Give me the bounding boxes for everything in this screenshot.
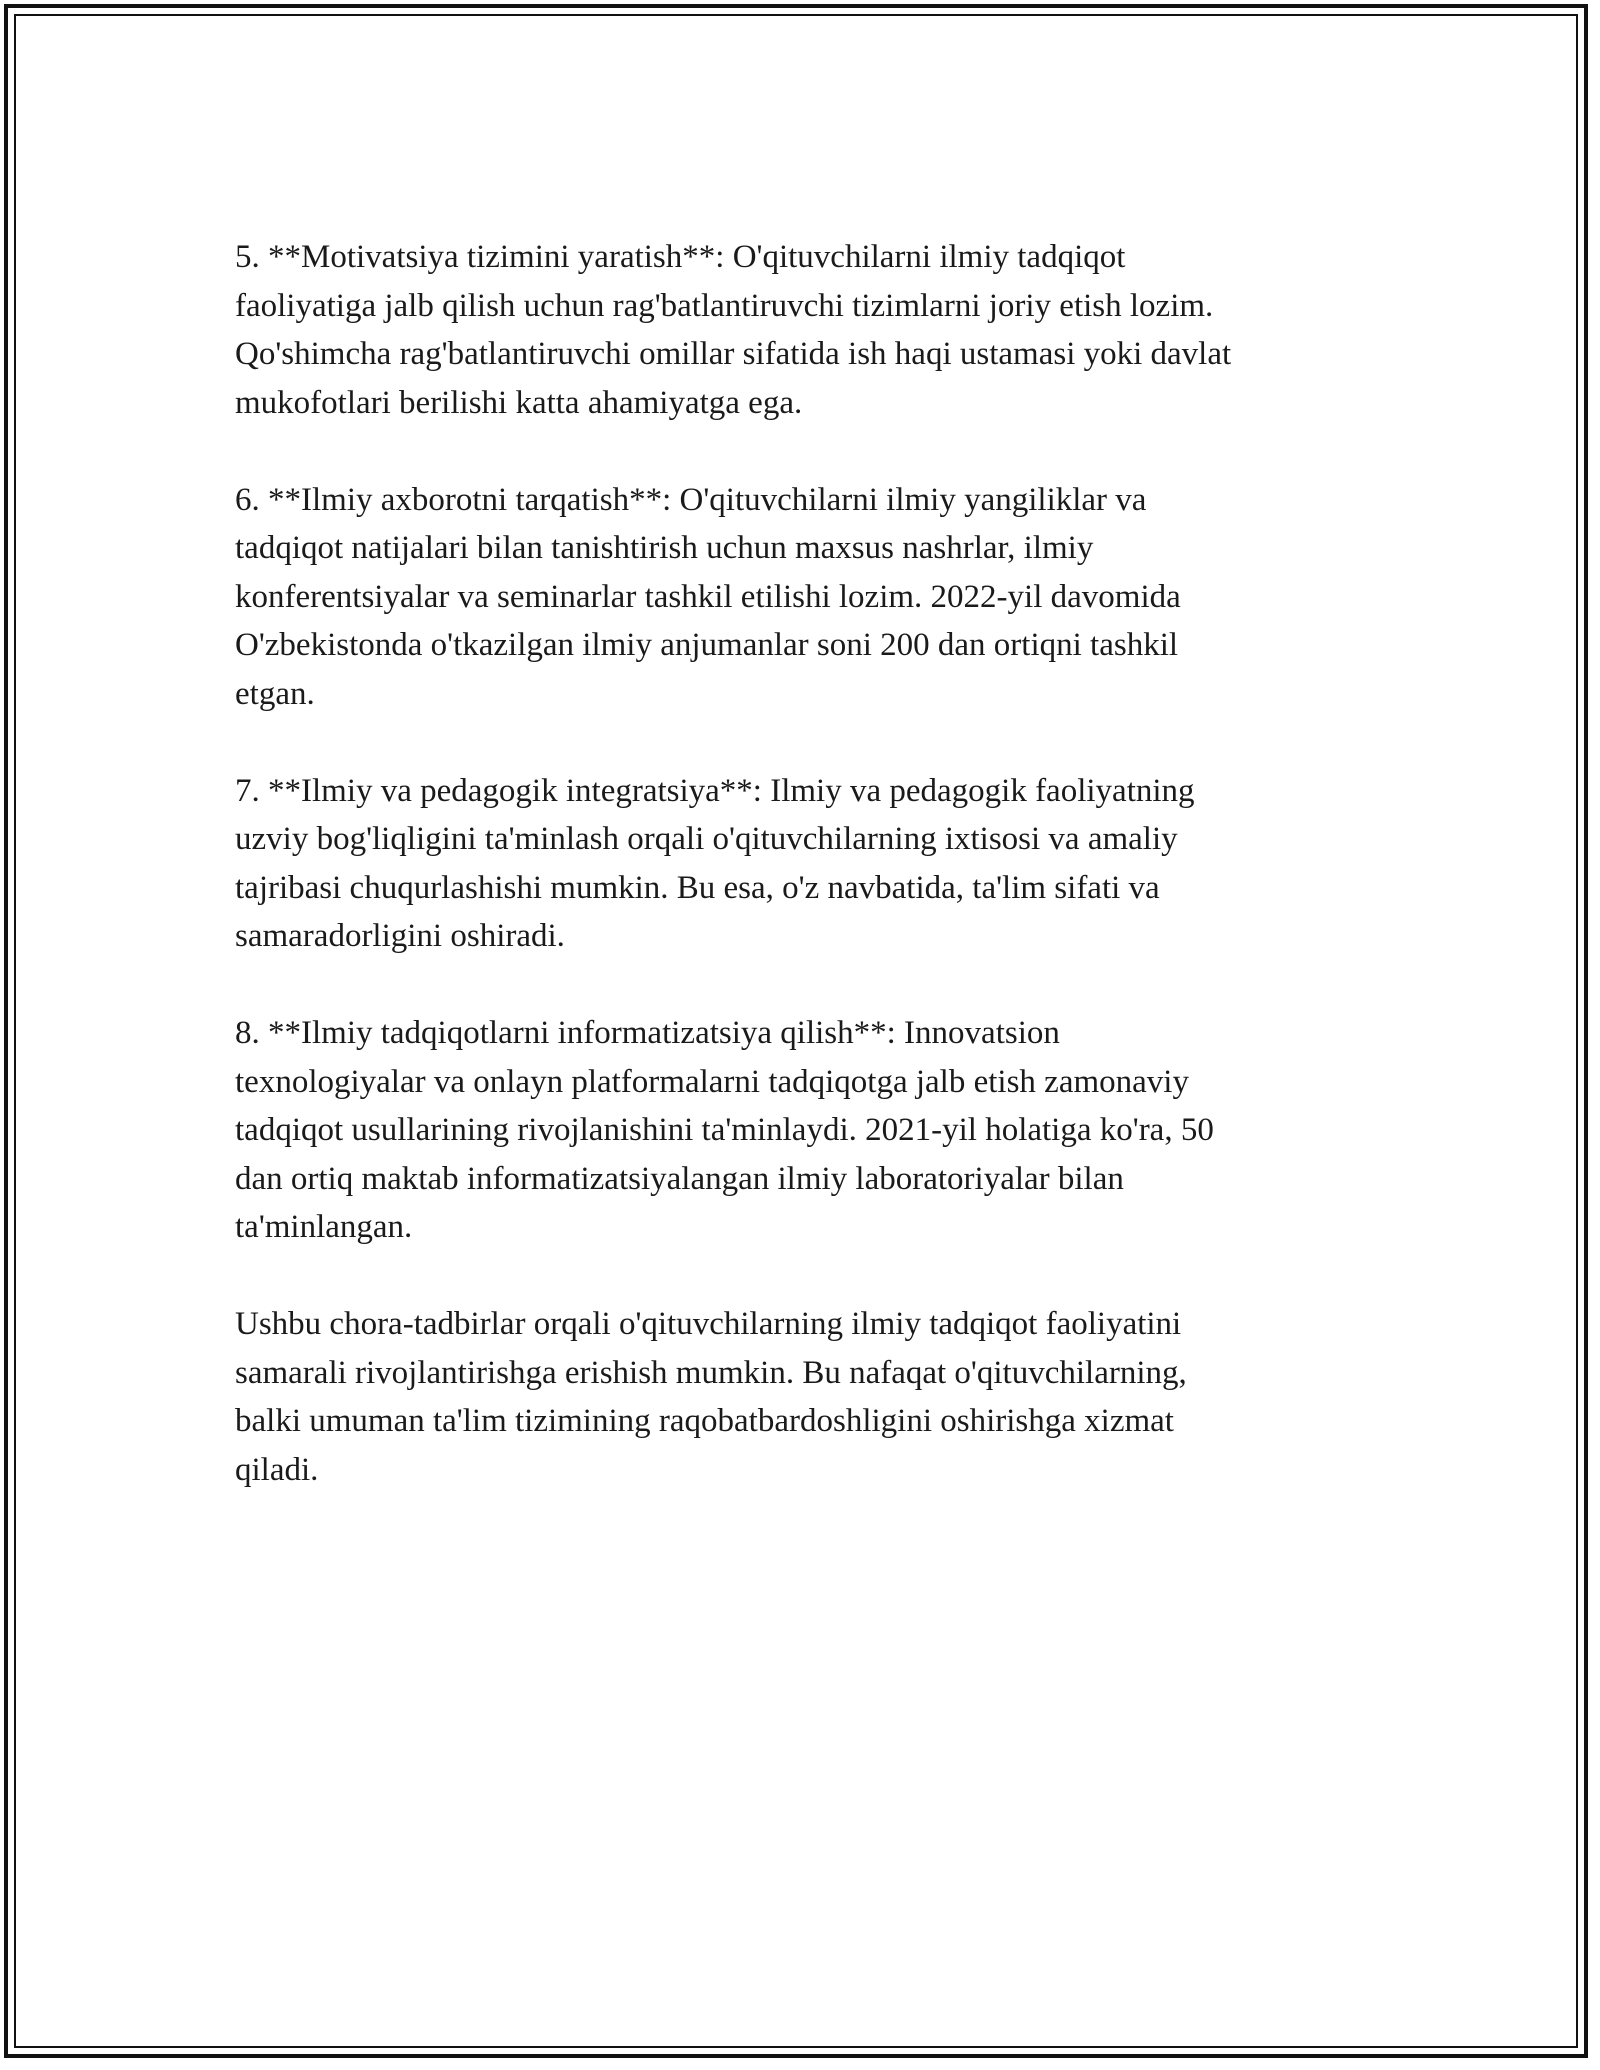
paragraph-motivation-system: 5. **Motivatsiya tizimini yaratish**: O'qituvchilarni ilmiy tadqiqot faoliyatiga jalb qilish uchun rag'batlantiruvchi tizimlarni joriy etish lozim. Qo'shimcha rag'batlantiruvchi omillar sifatida ish haqi ustamasi yoki davlat mukofotlari berilishi katta ahamiyatga ega. — [235, 239, 1232, 421]
paragraph-research-informatization: 8. **Ilmiy tadqiqotlarni informatizatsiya qilish**: Innovatsion texnologiyalar va onlayn platformalarni tadqiqotga jalb etish zamonaviy tadqiqot usullarining rivojlanishini ta'minlaydi. 2021-yil holatiga ko'ra, 50 dan ortiq maktab informatizatsiyalangan ilmiy laboratoriyalar bilan ta'minlangan. — [235, 1015, 1214, 1245]
paragraph-scientific-pedagogical-integration: 7. **Ilmiy va pedagogik integratsiya**: Ilmiy va pedagogik faoliyatning uzviy bog'liqligini ta'minlash orqali o'qituvchilarning ixtisosi va amaliy tajribasi chuqurlashishi mumkin. Bu esa, o'z navbatida, ta'lim sifati va samaradorligini oshiradi. — [235, 772, 1195, 954]
paragraph-information-dissemination: 6. **Ilmiy axborotni tarqatish**: O'qituvchilarni ilmiy yangiliklar va tadqiqot natijalari bilan tanishtirish uchun maxsus nashrlar, ilmiy konferentsiyalar va seminarlar tashkil etilishi lozim. 2022-yil davomida O'zbekistonda o'tkazilgan ilmiy anjumanlar soni 200 dan ortiqni tashkil etgan. — [235, 481, 1181, 712]
paragraph-conclusion: Ushbu chora-tadbirlar orqali o'qituvchilarning ilmiy tadqiqot faoliyatini samarali rivojlantirishga erishish mumkin. Bu nafaqat o'qituvchilarning, balki umuman ta'lim tizimining raqobatbardoshligini oshirishga xizmat qiladi. — [235, 1306, 1187, 1488]
document-body — [235, 233, 1365, 1494]
